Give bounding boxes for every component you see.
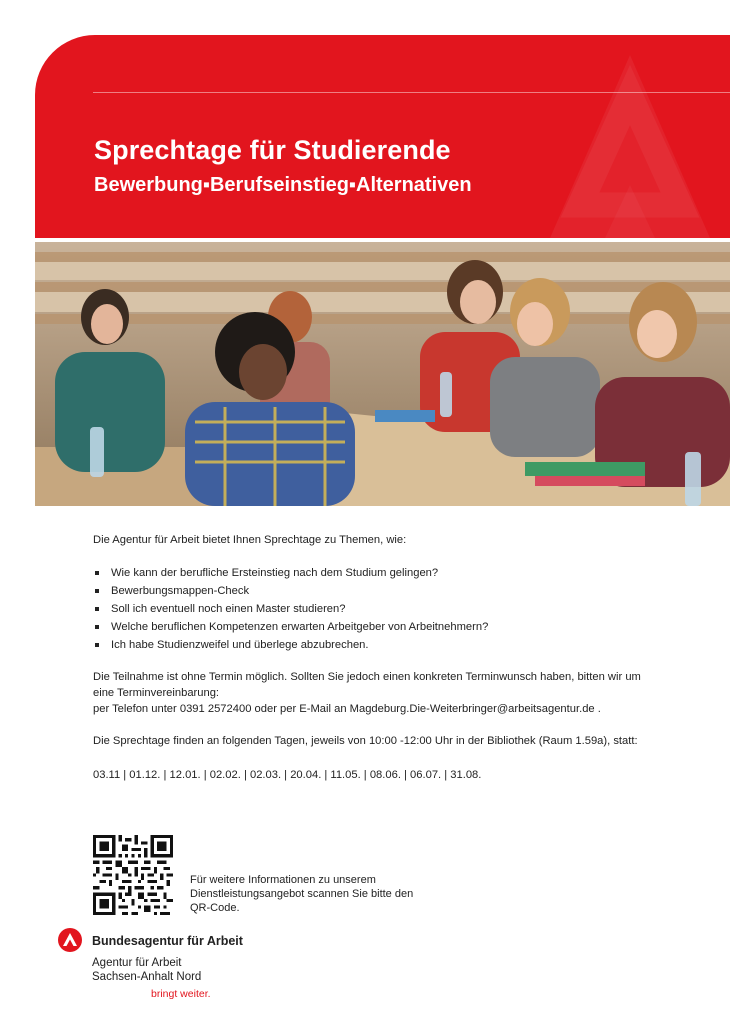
org-name: Bundesagentur für Arbeit [92,934,243,948]
students-photo [35,242,730,506]
list-item: Soll ich eventuell noch einen Master studieren? [93,600,673,618]
qr-code-icon[interactable] [93,835,173,915]
banner-watermark-icon [430,35,730,238]
list-item: Welche beruflichen Kompetenzen erwarten Arbeitgeber von Arbeitnehmern? [93,618,673,636]
ba-logo-icon [58,928,82,952]
main-content [93,532,673,783]
agency-line-1: Agentur für Arbeit [92,957,182,969]
page-subtitle: Bewerbung▪Berufseinstieg▪Alternativen [94,174,472,196]
agency-line-2: Sachsen-Anhalt Nord [92,971,202,983]
schedule-text: Die Sprechtage finden an folgenden Tagen, jeweils von 10:00 -12:00 Uhr in der Bibliothek (Raum 1.59a), statt: [93,735,638,747]
slogan: bringt weiter. [151,988,211,1000]
qr-info-text: Für weitere Informationen zu unserem Dienstleistungsangebot scannen Sie bitte den QR-Code. [190,874,414,914]
list-item: Ich habe Studienzweifel und überlege abzubrechen. [93,636,673,654]
intro-text: Die Agentur für Arbeit bietet Ihnen Sprechtage zu Themen, wie: [93,534,407,546]
dates-text: 03.11 | 01.12. | 12.01. | 02.02. | 02.03. | 20.04. | 11.05. | 08.06. | 06.07. | 31.08. [93,769,482,781]
page-title: Sprechtage für Studierende [94,135,451,165]
contact-text: per Telefon unter 0391 2572400 oder per E-Mail an Magdeburg.Die-Weiterbringer@arbeitsagentur.de . [93,703,601,715]
list-item: Wie kann der berufliche Ersteinstieg nach dem Studium gelingen? [93,564,673,582]
list-item: Bewerbungsmappen-Check [93,582,673,600]
students-lecture-hall-photo [35,242,730,506]
participation-text: Die Teilnahme ist ohne Termin möglich. Sollten Sie jedoch einen konkreten Terminwunsch haben, bitten wir um eine Terminvereinbarung: [93,671,641,699]
header-banner [35,35,730,238]
agency-name [92,956,201,984]
topic-list [93,564,673,654]
